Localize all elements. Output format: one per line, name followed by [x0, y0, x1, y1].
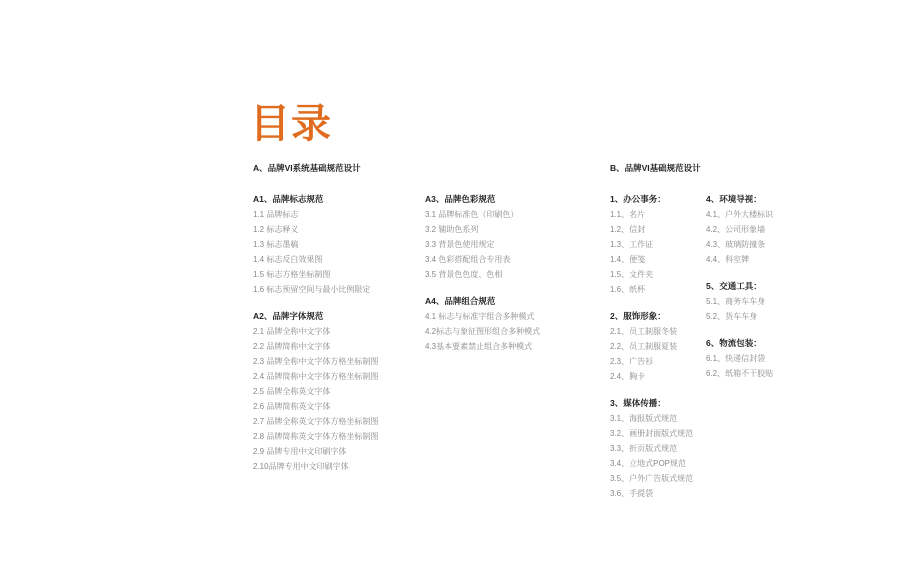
toc-item[interactable]: 5.1、商务车车身: [706, 297, 766, 306]
page-title: 目录: [250, 101, 332, 147]
toc-group-b1: [610, 192, 693, 297]
toc-item[interactable]: 1.6、纸杯: [610, 285, 646, 294]
toc-item[interactable]: 3.3 背景色使用规定: [425, 240, 495, 249]
toc-item[interactable]: 1.3、工作证: [610, 240, 654, 249]
toc-item[interactable]: 3.6、手提袋: [610, 489, 654, 498]
toc-group-b2: [610, 309, 693, 384]
toc-item[interactable]: 2.4、胸卡: [610, 372, 646, 381]
toc-group-title: A1、品牌标志规范: [253, 194, 324, 204]
section-a-heading: A、品牌VI系统基础规范设计: [253, 163, 361, 173]
toc-item[interactable]: 2.1、员工制服冬装: [610, 327, 678, 336]
toc-item[interactable]: 3.4、立地式POP规范: [610, 459, 687, 468]
toc-group-b4: [706, 192, 773, 267]
toc-item[interactable]: 2.5 品牌全称英文字体: [253, 387, 331, 396]
section-a-column-2: [425, 192, 540, 366]
toc-group-b6: [706, 336, 773, 381]
toc-item[interactable]: 4.3基本要素禁止组合多种模式: [425, 342, 533, 351]
toc-item[interactable]: 2.3、广告衫: [610, 357, 654, 366]
toc-item[interactable]: 3.5、户外广告版式规范: [610, 474, 694, 483]
toc-item[interactable]: 1.1、名片: [610, 210, 646, 219]
toc-group-a1: [253, 192, 378, 297]
toc-group-title: 6、物流包装：: [706, 338, 762, 348]
section-b-heading: B、品牌VI基础规范设计: [610, 163, 701, 173]
toc-item[interactable]: 4.4、科室牌: [706, 255, 750, 264]
section-a-column-1: [253, 192, 378, 486]
toc-item[interactable]: 3.3、折页版式规范: [610, 444, 678, 453]
toc-group-title: A3、品牌色彩规范: [425, 194, 496, 204]
toc-item[interactable]: 1.2、信封: [610, 225, 646, 234]
section-b-column-2: [706, 192, 773, 393]
toc-item[interactable]: 2.6 品牌简称英文字体: [253, 402, 331, 411]
toc-item[interactable]: 1.4、便笺: [610, 255, 646, 264]
toc-group-title: 2、服饰形象：: [610, 311, 666, 321]
toc-item[interactable]: 2.2、员工制服夏装: [610, 342, 678, 351]
toc-item[interactable]: 6.2、纸箱不干胶贴: [706, 369, 774, 378]
toc-item[interactable]: 1.6 标志预留空间与最小比例限定: [253, 285, 371, 294]
toc-item[interactable]: 2.4 品牌简称中文字体方格坐标制图: [253, 372, 379, 381]
toc-item[interactable]: 2.1 品牌全称中文字体: [253, 327, 331, 336]
toc-group-a2: [253, 309, 378, 474]
section-b-column-1: [610, 192, 693, 513]
toc-group-title: A2、品牌字体规范: [253, 311, 324, 321]
toc-item[interactable]: 3.5 背景色色度、色相: [425, 270, 503, 279]
toc-item[interactable]: 2.8 品牌简称英文字体方格坐标制图: [253, 432, 379, 441]
toc-item[interactable]: 4.1 标志与标准字组合多种模式: [425, 312, 535, 321]
toc-item[interactable]: 3.1 品牌标准色（印刷色）: [425, 210, 519, 219]
toc-item[interactable]: 3.4 色彩搭配组合专用表: [425, 255, 511, 264]
toc-group-b3: [610, 396, 693, 501]
toc-item[interactable]: 5.2、货车车身: [706, 312, 758, 321]
toc-item[interactable]: 6.1、快递信封袋: [706, 354, 766, 363]
toc-group-title: 4、环境导视：: [706, 194, 762, 204]
toc-group-a4: [425, 294, 540, 354]
toc-item[interactable]: 2.3 品牌全称中文字体方格坐标制图: [253, 357, 379, 366]
toc-item[interactable]: 4.2标志与象征图形组合多种模式: [425, 327, 541, 336]
toc-group-a3: [425, 192, 540, 282]
toc-group-title: 3、媒体传播：: [610, 398, 666, 408]
toc-group-title: 5、交通工具：: [706, 281, 762, 291]
toc-item[interactable]: 1.3 标志墨稿: [253, 240, 299, 249]
toc-item[interactable]: 3.2 辅助色系列: [425, 225, 479, 234]
toc-item[interactable]: 4.2、公司形象墙: [706, 225, 766, 234]
toc-item[interactable]: 1.5 标志方格坐标制图: [253, 270, 331, 279]
toc-item[interactable]: 2.9 品牌专用中文印刷字体: [253, 447, 347, 456]
toc-item[interactable]: 1.5、文件夹: [610, 270, 654, 279]
toc-item[interactable]: 1.2 标志释义: [253, 225, 299, 234]
toc-item[interactable]: 3.2、画册封面版式规范: [610, 429, 694, 438]
toc-group-title: 1、办公事务：: [610, 194, 666, 204]
toc-item[interactable]: 4.1、户外大楼标识: [706, 210, 774, 219]
toc-item[interactable]: 3.1、海报版式规范: [610, 414, 678, 423]
toc-group-title: A4、品牌组合规范: [425, 296, 496, 306]
toc-item[interactable]: 2.7 品牌全称英文字体方格坐标制图: [253, 417, 379, 426]
toc-item[interactable]: 2.2 品牌简称中文字体: [253, 342, 331, 351]
toc-item[interactable]: 1.1 品牌标志: [253, 210, 299, 219]
toc-item[interactable]: 2.10品牌专用中文印刷字体: [253, 462, 349, 471]
toc-item[interactable]: 4.3、玻璃防撞条: [706, 240, 766, 249]
toc-item[interactable]: 1.4 标志反白效果图: [253, 255, 323, 264]
toc-group-b5: [706, 279, 773, 324]
